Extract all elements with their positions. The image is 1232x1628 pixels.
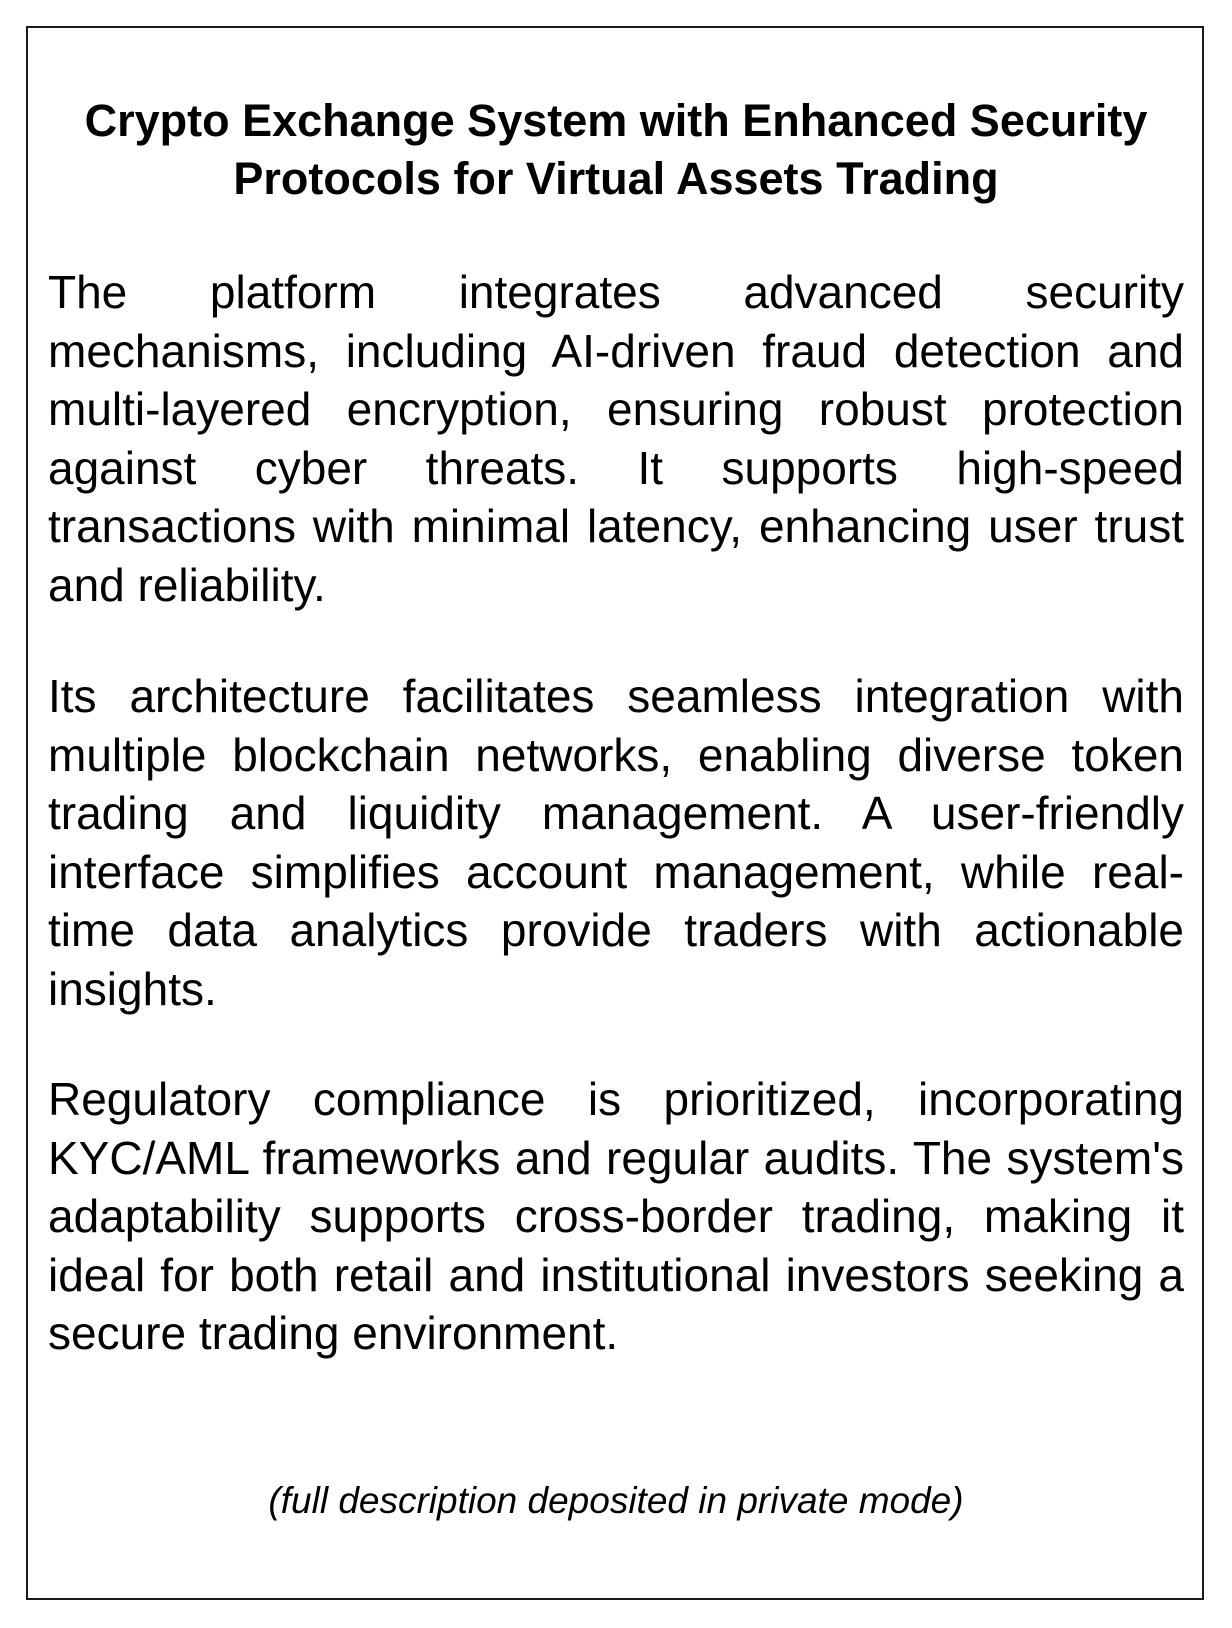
paragraph-security: The platform integrates advanced security mechanisms, including AI-driven fraud detection and multi-layered encryption, ensuring robust protection against cyber threats. It supports high-speed transactions with minimal latency, enhancing user trust and reliability. [48, 266, 1184, 611]
footnote: (full description deposited in private mode) [268, 1480, 964, 1521]
paragraph-compliance: Regulatory compliance is prioritized, incorporating KYC/AML frameworks and regular audits. The system's adaptability supports cross-border trading, making it ideal for both retail and institutional investors seeking a secure trading environment. [48, 1073, 1184, 1359]
paragraph-architecture: Its architecture facilitates seamless integration with multiple blockchain networks, enabling diverse token trading and liquidity management. A user-friendly interface simplifies account management, while real-time data analytics provide traders with actionable insights. [48, 670, 1184, 1015]
document-title: Crypto Exchange System with Enhanced Security Protocols for Virtual Assets Trading [84, 95, 1148, 204]
